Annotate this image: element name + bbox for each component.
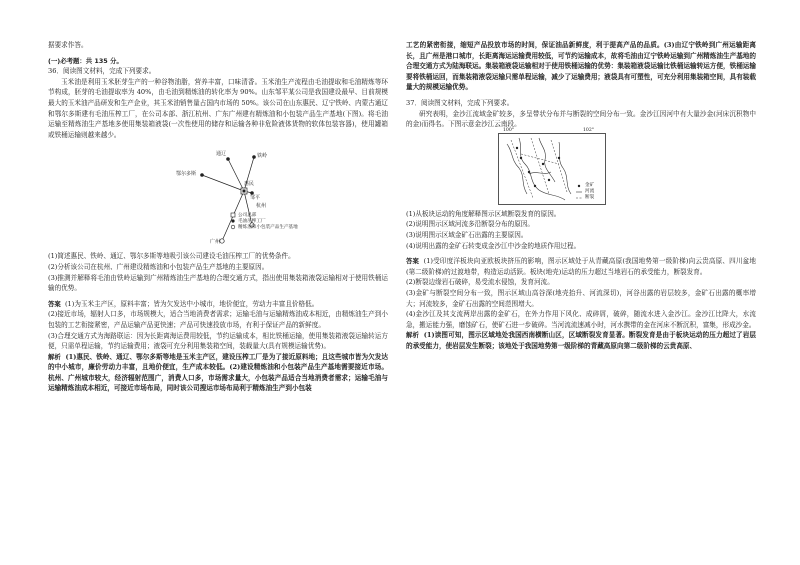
q37-answer-2: (2)断裂边缘岩石破碎，易受流水侵蚀，发育河流。 <box>406 278 554 287</box>
q36-question-2: (2)分析该公司在杭州、广州建设精炼油和小包装产品生产基地的主要原因。 <box>48 262 269 271</box>
label-tieling: 铁岭 <box>257 153 268 160</box>
river-branch-1 <box>507 144 527 194</box>
q36-map-lines <box>126 143 326 247</box>
tieling-press-marker <box>252 156 256 160</box>
q36-material: 玉米油是利用玉米胚芽生产的一种谷物油脂，营养丰富，口味清香。玉米油生产流程由毛油提取和毛油精炼等环节构成，胚芽的毛油提取率为 40%，由毛油到精炼油的转化率为 90%。山东邹平某公司是我国建设最早、目前规模最大的玉米油产品研发和生产企业，其玉米油销售量占国内市场的 50%。该公司在山东惠民、辽宁铁岭、内蒙古通辽和鄂尔多斯建有毛油压榨工厂，在公司本部、浙江杭州、广东广州建有精炼油和小包装产品生产基地(下图)。将毛油运输至精炼油生产基地多使用集装箱液袋(一次性使用的储存和运输各种非危险液体货物的软体包装容器)，使用罐箱或铁桶运输则越来越少。 <box>48 77 388 139</box>
q37-answer-label: 答案 <box>406 257 420 266</box>
legend-hq: 公司总部 <box>238 213 257 219</box>
label-huimin: 惠民 <box>244 181 255 188</box>
q37-answer-3: (3)金矿与断裂空间分布一致，图示区域山高谷深(地壳抬升、河流深切)，河谷出露的岩层较多，金矿石出露的概率增大；河流较多，金矿石出露的空间范围增大。 <box>406 288 756 308</box>
river-branch-3 <box>559 142 571 194</box>
q37-answer-1: (1)受印度洋板块向亚欧板块挤压的影响，图示区域处于从青藏高原(我国地势第一级阶梯)向云贵高原、四川盆地(第二级阶梯)的过渡地带，构造运动活跃。板块(地壳)运动的压力超过当地岩石的承受能力，断裂发育。 <box>406 257 757 276</box>
label-zouping: 邹平 <box>250 195 261 202</box>
legend-gold: 金矿 <box>585 182 595 188</box>
q36-analysis: (1)惠民、铁岭、通辽、鄂尔多斯等地是玉米主产区，建设压榨工厂是为了接近原料地；且这些城市皆为欠发达的中小城市，廉价劳动力丰富，且地价便宜，生产成本较低。(2)建设精炼油和小包装产品生产基地需要接近市场。杭州、广州城市较大，经济辐射范围广，消费人口多，市场需求量大，小包装产品适合当地消费者需求；运输毛油与运输精炼油成本相近，可接近市场布局，同时该公司搜运市场布局利于精炼油生产到小包装 <box>48 352 389 393</box>
fault-line-4 <box>521 154 559 164</box>
q36-question-3: (3)推测并解释将毛油由铁岭运输到广州精炼油生产基地的合理交通方式，指出使用集装箱液袋运输相对于使用铁桶运输的优势。 <box>48 273 388 293</box>
route-tongliao <box>228 159 244 191</box>
q37-answer-4: (4)金沙江及其支流两岸出露的金矿石，在外力作用下风化、成碎屑，破碎，随流水进入金沙江。金沙江比降大，水流急，搬运能力强，磨蚀矿石，使矿石进一步破碎。当河流流速减小时，河水携带的金在河床不断沉积，富集，形成沙金。 <box>406 310 756 329</box>
q37-question-2: (2)说明图示区域河流多沿断裂分布的原因。 <box>406 220 535 229</box>
top-line: 据要求作答。 <box>48 41 88 49</box>
zouping-hq-marker-inner <box>243 190 246 193</box>
lon-label-left: 100° <box>503 127 515 133</box>
gold-deposit-5 <box>558 157 560 159</box>
section-heading: (一)必考题：共 135 分。 <box>48 56 123 65</box>
q36-map-legend <box>238 213 298 231</box>
gold-deposit-7 <box>516 147 518 149</box>
q36-question-1: (1)简述惠民、铁岭、通辽、鄂尔多斯等地吸引该公司建设毛油压榨工厂的优势条件。 <box>48 252 295 261</box>
guangzhou-refinery-marker <box>220 239 224 243</box>
legend-gold-symbol <box>578 185 580 187</box>
jinsha-river-main <box>519 138 565 200</box>
ordos-press-marker <box>200 174 204 178</box>
q37-jinsha-river-map <box>498 127 606 205</box>
route-ordos <box>202 175 244 191</box>
q36-answer-label: 答案 <box>48 299 61 308</box>
legend-river: 河流 <box>585 188 595 194</box>
q37-analysis-label: 解析 <box>406 331 419 340</box>
legend-hq-symbol <box>231 213 235 217</box>
q36-intro: 36．阅读图文材料，完成下列要求。 <box>48 67 156 76</box>
q37-analysis: (1)读图可知，图示区域地处我国西南横断山区，区域断裂发育显著。断裂发育是由于板块运动的压力超过了岩层的承受能力，使岩层发生断裂；该地处于我国地势第一级阶梯的青藏高原向第二级阶梯的云贵高原、 <box>406 331 757 350</box>
q36-answer-2: (2)接近市场，辐射人口多，市场规模大，适合当地消费者需求；运输毛油与运输精炼油成本相近，由精炼油生产到小包装的工艺衔接紧密，产品运输产品更快速；产品可快速投放市场，有利于保证产品的新鲜度。 <box>48 310 388 329</box>
gold-deposit-6 <box>534 185 536 187</box>
label-guangzhou: 广州 <box>210 239 221 246</box>
fault-line-1 <box>511 140 533 198</box>
label-tongliao: 通辽 <box>216 151 227 158</box>
lon-label-right: 102° <box>583 127 595 133</box>
q36-analysis-label: 解析 <box>48 352 61 361</box>
left-column <box>48 40 388 394</box>
q37-question-3: (3)说明图示区域金矿石出露的主要原因。 <box>406 230 528 239</box>
label-ordos: 鄂尔多斯 <box>176 171 197 178</box>
fault-line-3 <box>551 140 567 192</box>
legend-press-symbol <box>231 220 234 223</box>
q36-location-map <box>126 143 326 247</box>
gold-deposit-2 <box>528 171 530 173</box>
fault-line-2 <box>531 138 549 194</box>
q37-intro: 37．阅读图文材料，完成下列要求。 <box>406 98 514 107</box>
q37-question-4: (4)说明出露的金矿石转变成金沙江中沙金的地质作用过程。 <box>406 241 581 250</box>
q36-answer-3: (3)合理交通方式为海路联运：因为长距离海运费用较低，节约运输成本，相比铁桶运输，使用集装箱液袋运输转运方便，只需单程运输，节约运输费用；液袋可充分利用集装箱空间，装载量大(具有规模运输优势)。 <box>48 331 388 351</box>
q36-analysis-continued: 工艺的紧密衔接，缩短产品投放市场的时间，保证油品新鲜度，利于提高产品的品质。(3)由辽宁铁岭到广州运输距离长，且广州是港口城市，长距离海运运输费用较低，可节约运输成本，故将毛油由辽宁铁岭运输到广州精炼油生产基地的合理交通方式为陆海联运。集装箱液袋运输相对于使用铁桶运输的优势：集装箱液袋运输比铁桶运输转运方便，铁桶运输要将铁桶运回，而集装箱液袋运输只需单程运输，减少了运输费用；液袋具有可塑性，可充分利用集装箱空间，具有装载量大的规模运输优势。 <box>406 41 756 92</box>
q37-material: 研究表明，金沙江流域金矿较多，多呈带状分布并与断裂的空间分布一致。金沙江因河中有大量沙金(河床沉积物中的金)而得名。下图示意金沙江云南段。 <box>406 109 756 129</box>
gold-deposit-1 <box>520 157 522 159</box>
legend-fault: 断裂 <box>585 194 595 200</box>
legend-press: 毛油压榨工厂 <box>238 219 266 225</box>
gold-deposit-4 <box>548 179 550 181</box>
label-hangzhou: 杭州 <box>256 203 267 210</box>
q37-question-1: (1)从板块运动的角度解释图示区域断裂发育的原因。 <box>406 209 561 218</box>
q36-answer-1: (1)为玉米主产区，原料丰富；皆为欠发达中小城市，地价便宜，劳动力丰富且价格低。 <box>64 299 319 308</box>
tongliao-press-marker <box>226 158 230 162</box>
gold-deposit-3 <box>542 163 544 165</box>
legend-refinery-symbol <box>231 226 235 230</box>
river-branch-4 <box>529 172 551 174</box>
right-column <box>406 40 756 351</box>
legend-refinery: 精炼油和小包装产品生产基地 <box>238 225 298 231</box>
